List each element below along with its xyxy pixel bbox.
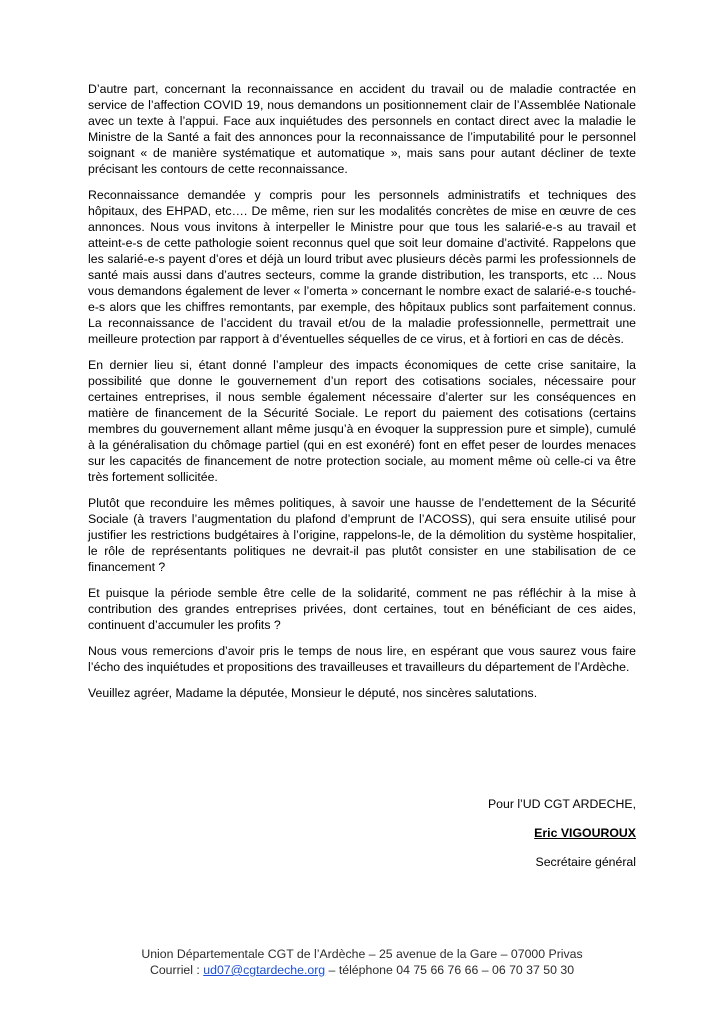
signature-org: Pour l’UD CGT ARDECHE, bbox=[487, 797, 636, 811]
letter-body bbox=[88, 81, 636, 711]
paragraph-solidarity: Et puisque la période semble être celle de la solidarité, comment ne pas réfléchir à la mise à contribution des grandes entreprises privées, dont certaines, tout en bénéficiant de ces aides, continuent d’accumuler les profits ? bbox=[88, 586, 636, 632]
footer-phones: – téléphone 04 75 66 76 66 – 06 70 37 50 30 bbox=[325, 963, 575, 977]
signature-role: Secrétaire général bbox=[535, 855, 636, 869]
footer-contact bbox=[60, 962, 664, 978]
paragraph-thanks: Nous vous remercions d’avoir pris le temps de nous lire, en espérant que vous saurez vous faire l’écho des inquiétudes et propositions des travailleuses et travailleurs du département de l’Ardèche. bbox=[88, 644, 636, 674]
paragraph-policies: Plutôt que reconduire les mêmes politiques, à savoir une hausse de l’endettement de la Sécurité Sociale (à travers l’augmentation du plafond d’emprunt de l’ACOSS), qui sera ensuite utilisé pour justifier les restrictions budgétaires à l’origine, rappelons-le, de la démolition du système hospitalier, le rôle de représentants politiques ne devrait-il pas plutôt consister en une stabilisation de ce financement ? bbox=[88, 496, 636, 574]
paragraph-covid-recognition: D’autre part, concernant la reconnaissance en accident du travail ou de maladie contractée en service de l’affection COVID 19, nous demandons un positionnement clair de l’Assemblée Nationale avec un texte à l’appui. Face aux inquiétudes des personnels en contact direct avec la maladie le Ministre de la Santé a fait des annonces pour la reconnaissance de l’imputabilité pour le personnel soignant « de manière systématique et automatique », mais sans pour autant décliner de texte précisant les contours de cette reconnaissance. bbox=[88, 82, 636, 176]
signature-name: Eric VIGOUROUX bbox=[534, 826, 636, 840]
footer-email-link[interactable]: ud07@cgtardeche.org bbox=[203, 963, 326, 977]
signature-block bbox=[420, 796, 636, 870]
paragraph-social-security: En dernier lieu si, étant donné l’ampleur des impacts économiques de cette crise sanitaire, la possibilité que donne le gouvernement d’un report des cotisations sociales, nécessaire pour certaines entreprises, il nous semble également nécessaire d’alerter sur les conséquences en matière de financement de la Sécurité Sociale. Le report du paiement des cotisations (certains membres du gouvernement allant même jusqu’à en évoquer la suppression pure et simple), cumulé à la généralisation du chômage partiel (qui en est exonéré) font en effet peser de lourdes menaces sur les capacités de financement de notre protection sociale, au moment même où celle-ci va être très fortement sollicitée. bbox=[88, 358, 636, 484]
paragraph-staff-recognition: Reconnaissance demandée y compris pour les personnels administratifs et techniques des hôpitaux, des EHPAD, etc…. De même, rien sur les modalités concrètes de mise en œuvre de ces annonces. Nous vous invitons à interpeller le Ministre pour que tous les salarié-e-s au travail et atteint-e-s de cette pathologie soient reconnus quel que soit leur domaine d’activité. Rappelons que les salarié-e-s payent d’ores et déjà un lourd tribut avec plusieurs décès parmi les professionnels de santé mais aussi dans d’autres secteurs, comme la grande distribution, les transports, etc ... Nous vous demandons également de lever « l’omerta » concernant le nombre exact de salarié-e-s touché-e-s alors que les chiffres remontants, par exemple, des hôpitaux publics sont parfaitement connus. La reconnaissance de l’accident du travail et/ou de la maladie professionnelle, permettrait une meilleure protection par rapport à d’éventuelles séquelles de ce virus, et à fortiori en cas de décès. bbox=[88, 188, 636, 346]
footer-address: Union Départementale CGT de l’Ardèche – 25 avenue de la Gare – 07000 Privas bbox=[141, 947, 583, 961]
footer-email-label: Courriel : bbox=[149, 963, 204, 977]
paragraph-closing: Veuillez agréer, Madame la députée, Monsieur le député, nos sincères salutations. bbox=[88, 686, 538, 700]
letter-footer bbox=[60, 946, 664, 978]
